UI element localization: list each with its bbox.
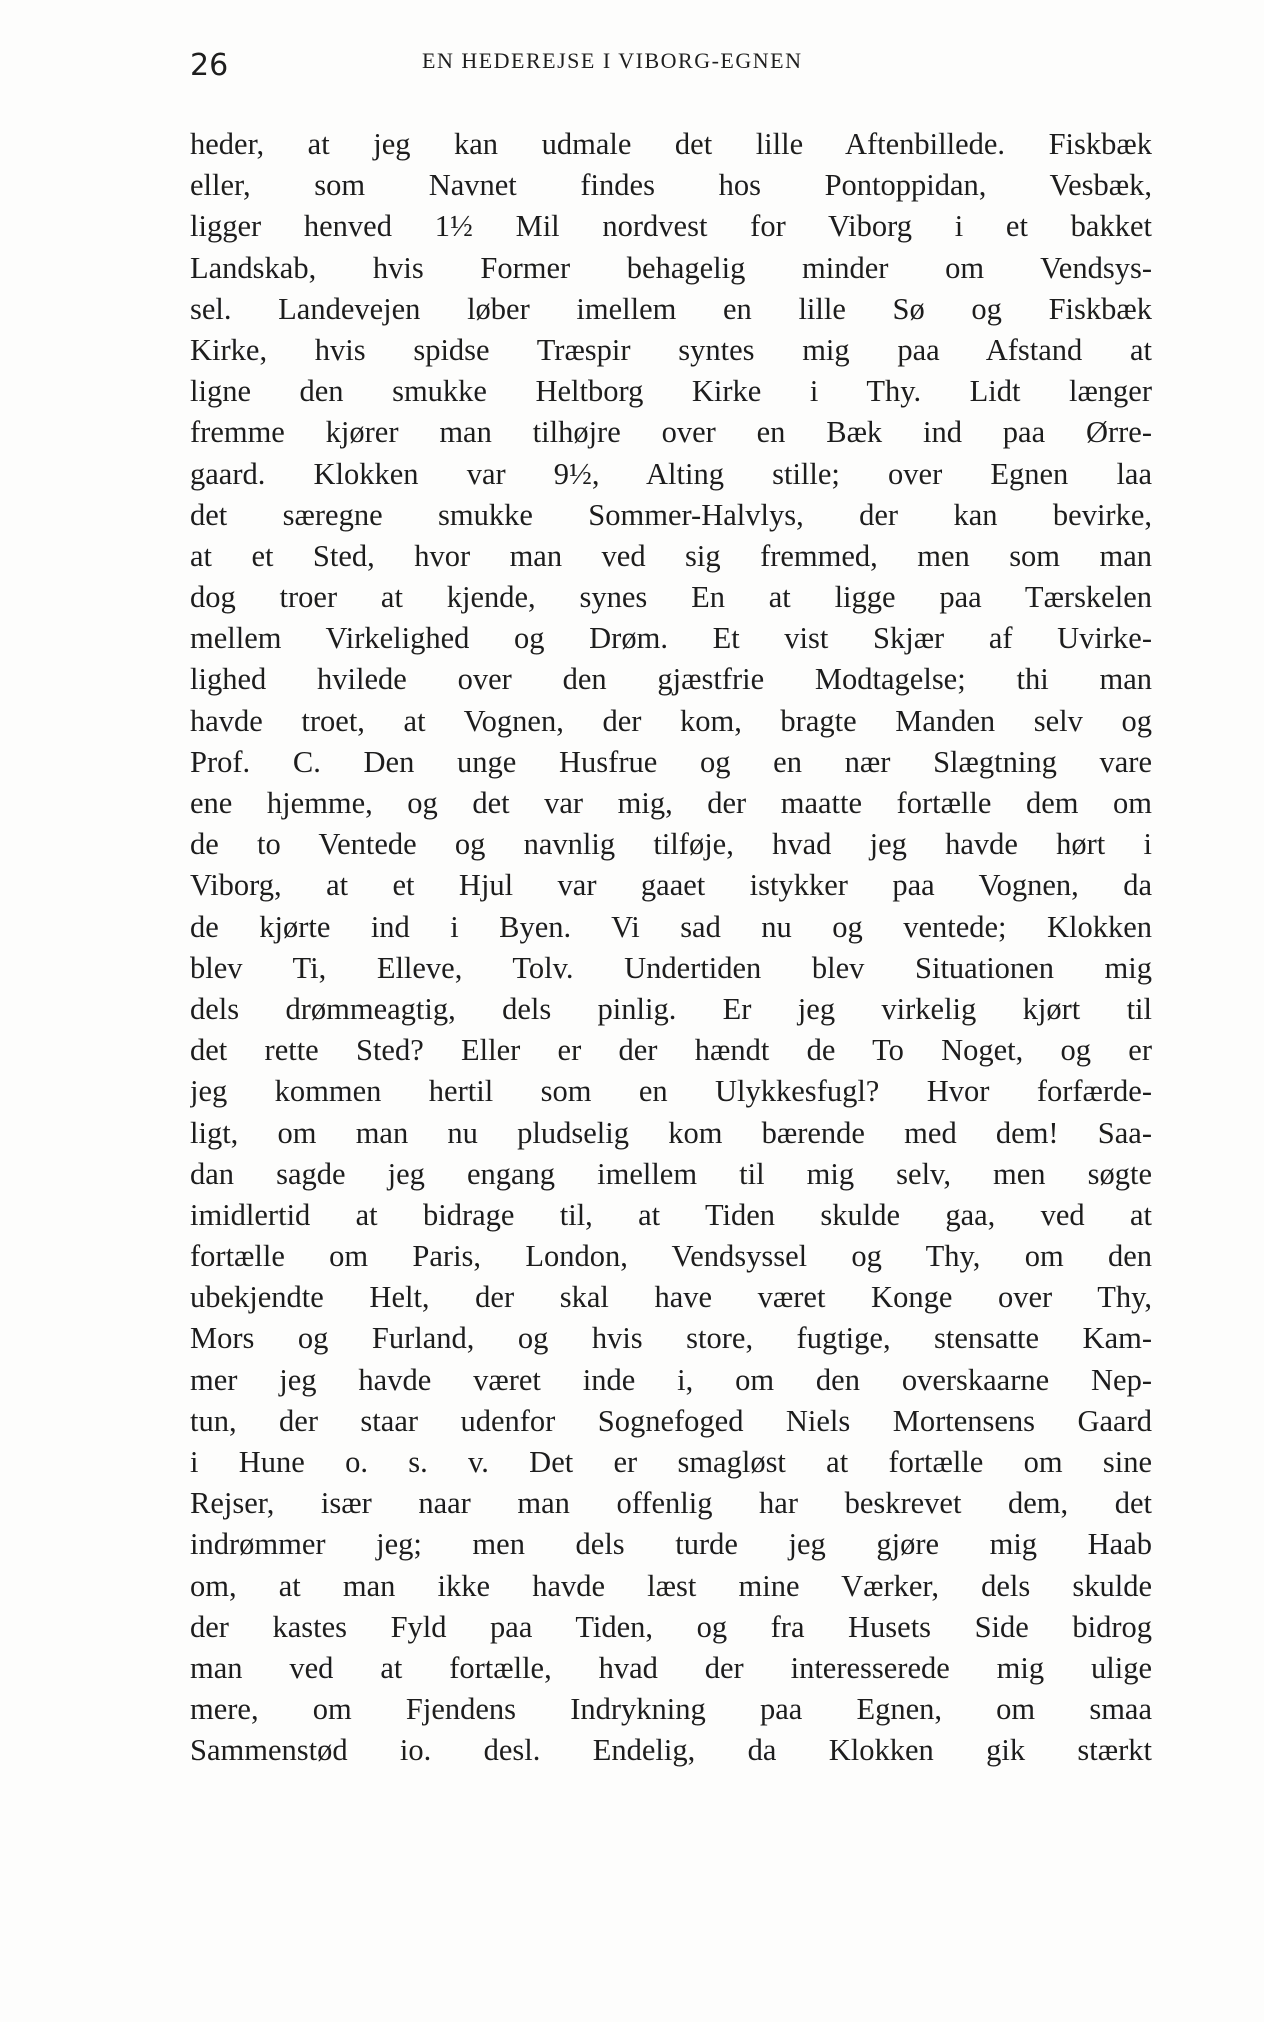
page-header (190, 44, 1190, 84)
text-line: imidlertid at bidrage til, at Tiden skulde gaa, ved at (190, 1197, 1152, 1232)
text-line: heder, at jeg kan udmale det lille Aftenbillede. Fiskbæk (190, 127, 1152, 161)
text-line: ene hjemme, og det var mig, der maatte fortælle dem om (190, 786, 1152, 820)
text-line: sel. Landevejen løber imellem en lille Sø og Fiskbæk (190, 291, 1152, 326)
text-line: ligger henved 1½ Mil nordvest for Viborg i et bakket (190, 209, 1152, 244)
text-line: mere, om Fjendens Indrykning paa Egnen, om smaa (190, 1692, 1152, 1727)
text-line: fremme kjører man tilhøjre over en Bæk ind paa Ørre- (190, 415, 1152, 450)
text-line: dan sagde jeg engang imellem til mig selv, men søgte (190, 1156, 1152, 1191)
text-line: Landskab, hvis Former behagelig minder om Vendsys- (190, 250, 1152, 285)
text-line: fortælle om Paris, London, Vendsyssel og Thy, om den (190, 1239, 1152, 1274)
text-line: dels drømmeagtig, dels pinlig. Er jeg virkelig kjørt til (190, 991, 1152, 1026)
page-number: 26 (190, 48, 229, 83)
text-line: de kjørte ind i Byen. Vi sad nu og ventede; Klokken (190, 909, 1152, 944)
text-line: om, at man ikke havde læst mine Værker, dels skulde (190, 1568, 1152, 1603)
text-line: det særegne smukke Sommer-Halvlys, der kan bevirke, (190, 497, 1152, 532)
text-line: Rejser, især naar man offenlig har beskrevet dem, det (190, 1486, 1152, 1521)
text-line: dog troer at kjende, synes En at ligge paa Tærskelen (190, 580, 1152, 615)
text-line: i Hune o. s. v. Det er smagløst at fortælle om sine (190, 1445, 1152, 1479)
text-line: de to Ventede og navnlig tilføje, hvad jeg havde hørt i (190, 827, 1152, 862)
text-line: blev Ti, Elleve, Tolv. Undertiden blev Situationen mig (190, 950, 1152, 985)
text-line: mer jeg havde været inde i, om den overskaarne Nep- (190, 1362, 1152, 1397)
text-line: Prof. C. Den unge Husfrue og en nær Slægtning vare (190, 744, 1152, 779)
text-line: lighed hvilede over den gjæstfrie Modtagelse; thi man (190, 662, 1152, 697)
text-line: der kastes Fyld paa Tiden, og fra Husets Side bidrog (190, 1609, 1152, 1644)
text-line: mellem Virkelighed og Drøm. Et vist Skjær af Uvirke- (190, 621, 1152, 656)
text-line: gaard. Klokken var 9½, Alting stille; over Egnen laa (190, 456, 1152, 491)
text-line: Sammenstød io. desl. Endelig, da Klokken gik stærkt (190, 1733, 1152, 1768)
body-text (190, 124, 1152, 1772)
text-line: indrømmer jeg; men dels turde jeg gjøre mig Haab (190, 1527, 1152, 1562)
text-line: ligne den smukke Heltborg Kirke i Thy. Lidt længer (190, 374, 1152, 409)
text-line: tun, der staar udenfor Sognefoged Niels Mortensens Gaard (190, 1403, 1152, 1438)
text-line: Kirke, hvis spidse Træspir syntes mig paa Afstand at (190, 332, 1152, 367)
text-line: jeg kommen hertil som en Ulykkesfugl? Hvor forfærde- (190, 1074, 1152, 1109)
text-line: havde troet, at Vognen, der kom, bragte Manden selv og (190, 703, 1152, 738)
text-line: eller, som Navnet findes hos Pontoppidan, Vesbæk, (190, 168, 1152, 203)
text-line: ubekjendte Helt, der skal have været Konge over Thy, (190, 1280, 1152, 1315)
text-line: at et Sted, hvor man ved sig fremmed, men som man (190, 538, 1152, 573)
running-title: EN HEDEREJSE I VIBORG-EGNEN (422, 48, 803, 73)
text-line: ligt, om man nu pludselig kom bærende med dem! Saa- (190, 1115, 1152, 1150)
text-line: man ved at fortælle, hvad der interesserede mig ulige (190, 1650, 1152, 1685)
text-line: Mors og Furland, og hvis store, fugtige, stensatte Kam- (190, 1321, 1152, 1356)
text-line: Viborg, at et Hjul var gaaet istykker paa Vognen, da (190, 868, 1152, 903)
text-line: det rette Sted? Eller er der hændt de To Noget, og er (190, 1033, 1152, 1068)
